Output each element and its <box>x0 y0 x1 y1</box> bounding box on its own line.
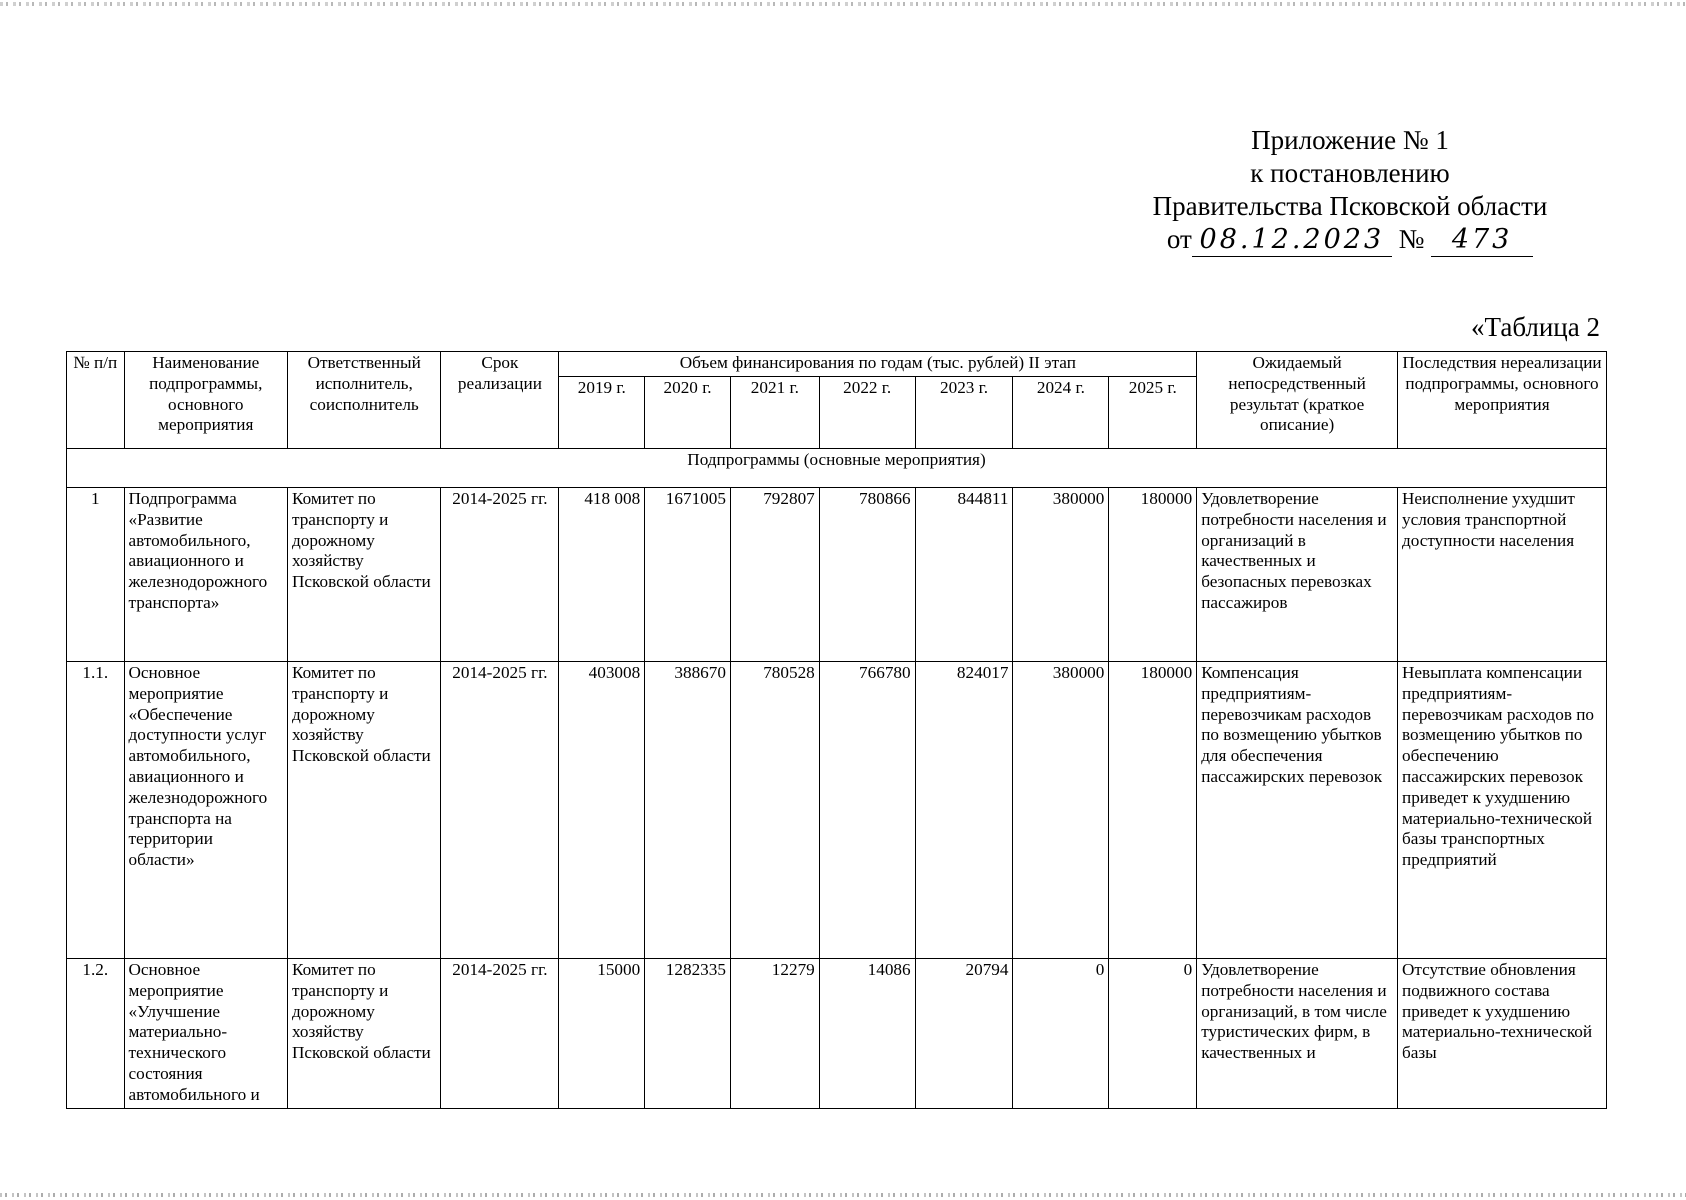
scan-edge-bottom <box>0 1193 1686 1197</box>
row-value-2024: 0 <box>1013 959 1109 1109</box>
row-value-2021: 12279 <box>730 959 819 1109</box>
row-value-2024: 380000 <box>1013 662 1109 959</box>
col-header-year: 2021 г. <box>730 377 819 449</box>
table-row <box>67 488 1607 662</box>
table-row <box>67 662 1607 959</box>
col-header-year: 2020 г. <box>645 377 731 449</box>
row-num: 1.1. <box>67 662 125 959</box>
row-name: Основное мероприятие «Обеспечение доступности услуг автомобильного, авиационного и железнодорожного транспорта на территории области» <box>124 662 287 959</box>
col-header-year: 2019 г. <box>559 377 645 449</box>
row-executor: Комитет по транспорту и дорожному хозяйству Псковской области <box>287 662 440 959</box>
row-value-2020: 388670 <box>645 662 731 959</box>
row-result: Удовлетворение потребности населения и организаций в качественных и безопасных перевозках пассажиров <box>1197 488 1398 662</box>
col-header-name: Наименование подпрограммы, основного мероприятия <box>124 352 287 449</box>
decree-date-line <box>1110 223 1590 257</box>
row-value-2022: 780866 <box>819 488 915 662</box>
decree-date-field <box>1192 223 1392 257</box>
row-num: 1.2. <box>67 959 125 1109</box>
row-result: Компенсация предприятиям-перевозчикам расходов по возмещению убытков для обеспечения пассажирских перевозок <box>1197 662 1398 959</box>
financing-table <box>66 351 1607 1109</box>
row-value-2023: 824017 <box>915 662 1013 959</box>
section-title: Подпрограммы (основные мероприятия) <box>67 449 1607 488</box>
row-value-2023: 20794 <box>915 959 1013 1109</box>
number-prefix: № <box>1398 224 1425 254</box>
scan-edge-top <box>0 2 1686 6</box>
row-value-2021: 780528 <box>730 662 819 959</box>
row-period: 2014-2025 гг. <box>441 662 559 959</box>
row-value-2019: 418 008 <box>559 488 645 662</box>
table-header-row <box>67 352 1607 377</box>
row-executor: Комитет по транспорту и дорожному хозяйству Псковской области <box>287 959 440 1109</box>
col-header-period: Срок реализации <box>441 352 559 449</box>
table-label: «Таблица 2 <box>1471 312 1600 342</box>
decree-number-field <box>1431 223 1533 257</box>
appendix-title: Приложение № 1 <box>1251 125 1449 155</box>
row-value-2020: 1671005 <box>645 488 731 662</box>
row-value-2019: 15000 <box>559 959 645 1109</box>
col-header-financing: Объем финансирования по годам (тыс. рублей) II этап <box>559 352 1197 377</box>
row-value-2021: 792807 <box>730 488 819 662</box>
col-header-year: 2023 г. <box>915 377 1013 449</box>
row-value-2024: 380000 <box>1013 488 1109 662</box>
col-header-year: 2022 г. <box>819 377 915 449</box>
row-consequences: Неисполнение ухудшит условия транспортной доступности населения <box>1398 488 1607 662</box>
row-value-2019: 403008 <box>559 662 645 959</box>
row-value-2023: 844811 <box>915 488 1013 662</box>
row-period: 2014-2025 гг. <box>441 959 559 1109</box>
table-row <box>67 959 1607 1109</box>
appendix-subtitle: к постановлению <box>1250 158 1450 188</box>
row-consequences: Невыплата компенсации предприятиям-перевозчикам расходов по возмещению убытков по обеспечению пассажирских перевозок приведет к ухудшению материально-технической базы транспортных предприятий <box>1398 662 1607 959</box>
col-header-year: 2025 г. <box>1109 377 1197 449</box>
row-result: Удовлетворение потребности населения и организаций, в том числе туристических фирм, в качественных и <box>1197 959 1398 1109</box>
row-value-2022: 766780 <box>819 662 915 959</box>
col-header-executor: Ответственный исполнитель, соисполнитель <box>287 352 440 449</box>
date-prefix: от <box>1166 224 1192 254</box>
row-period: 2014-2025 гг. <box>441 488 559 662</box>
col-header-result: Ожидаемый непосредственный результат (краткое описание) <box>1197 352 1398 449</box>
row-executor: Комитет по транспорту и дорожному хозяйству Псковской области <box>287 488 440 662</box>
col-header-num: № п/п <box>67 352 125 449</box>
row-value-2025: 180000 <box>1109 488 1197 662</box>
col-header-consequences: Последствия нереализации подпрограммы, основного мероприятия <box>1398 352 1607 449</box>
row-consequences: Отсутствие обновления подвижного состава приведет к ухудшению материально-технической базы <box>1398 959 1607 1109</box>
handwritten-date: 08.12.2023 <box>1199 224 1385 255</box>
row-num: 1 <box>67 488 125 662</box>
handwritten-number: 473 <box>1451 224 1513 255</box>
appendix-issuer: Правительства Псковской области <box>1152 191 1548 221</box>
appendix-header <box>1110 124 1590 257</box>
row-name: Основное мероприятие «Улучшение материально-технического состояния автомобильного и <box>124 959 287 1109</box>
row-name: Подпрограмма «Развитие автомобильного, авиационного и железнодорожного транспорта» <box>124 488 287 662</box>
row-value-2025: 180000 <box>1109 662 1197 959</box>
row-value-2022: 14086 <box>819 959 915 1109</box>
section-row <box>67 449 1607 488</box>
row-value-2025: 0 <box>1109 959 1197 1109</box>
row-value-2020: 1282335 <box>645 959 731 1109</box>
col-header-year: 2024 г. <box>1013 377 1109 449</box>
